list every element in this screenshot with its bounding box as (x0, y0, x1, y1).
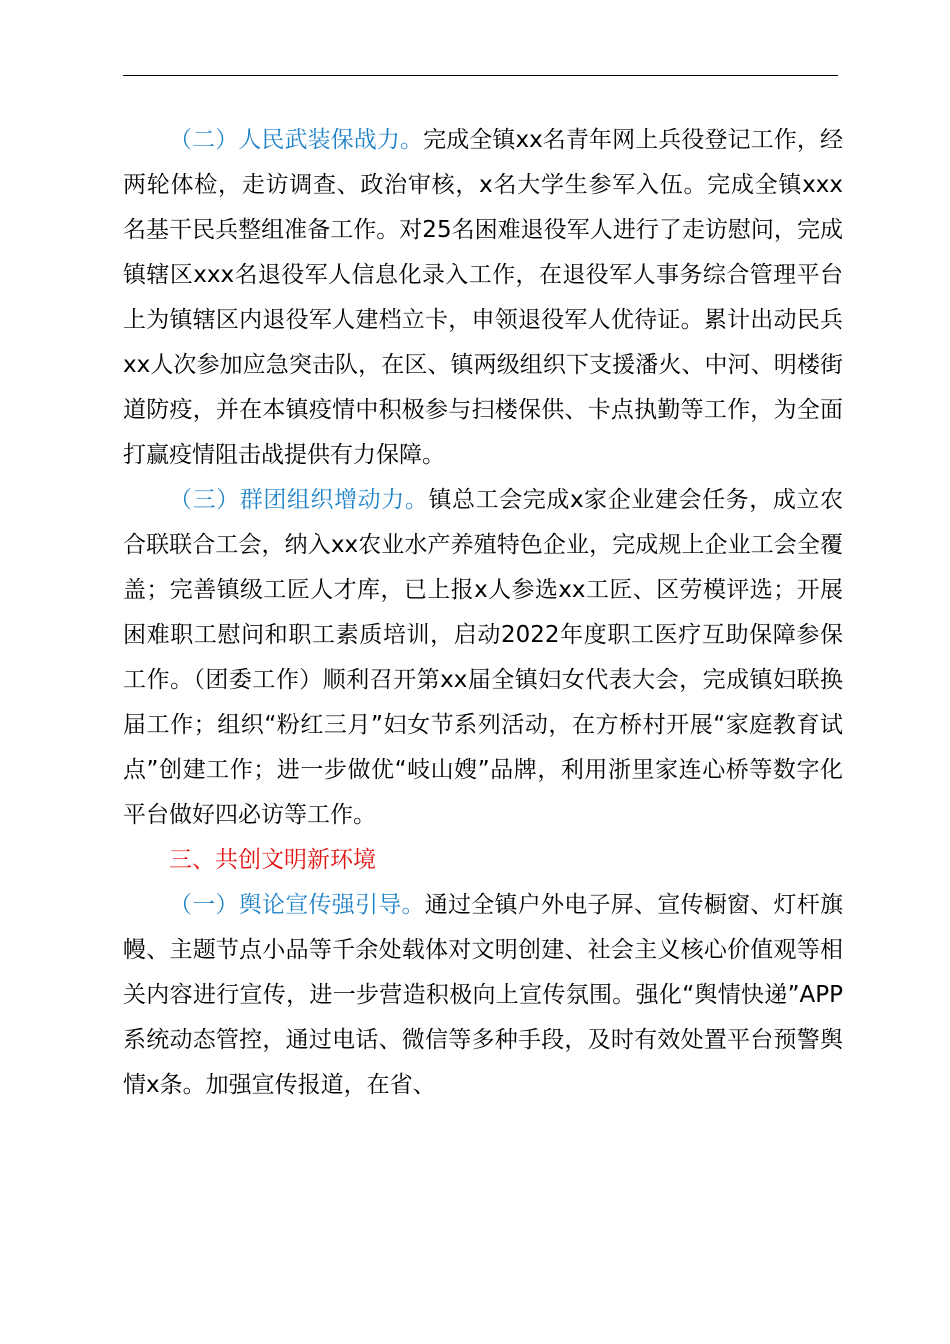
document-body (123, 118, 843, 1108)
header-rule (123, 75, 838, 76)
section-heading-civilization: 三、共创文明新环境 (169, 847, 376, 873)
paragraph-mass-organizations-text: 镇总工会完成x家企业建会任务，成立农合联联合工会，纳入xx农业水产养殖特色企业，完成规上企业工会全覆盖；完善镇级工匠人才库，已上报x人参选xx工匠、区劳模评选；开展困难职工慰问和职工素质培训，启动2022年度职工医疗互助保障参保工作。（团委工作）顺利召开第xx届全镇妇女代表大会，完成镇妇联换届工作；组织“粉红三月”妇女节系列活动，在方桥村开展“家庭教育试点”创建工作；进一步做优“岐山嫂”品牌，利用浙里家连心桥等数字化平台做好四必访等工作。 (123, 487, 843, 828)
paragraph-publicity (123, 883, 843, 1108)
paragraph-publicity-text: 通过全镇户外电子屏、宣传橱窗、灯杆旗幔、主题节点小品等千余处载体对文明创建、社会主义核心价值观等相关内容进行宣传，进一步营造积极向上宣传氛围。强化“舆情快递”APP系统动态管控，通过电话、微信等多种手段，及时有效处置平台预警舆情x条。加强宣传报道，在省、 (123, 892, 843, 1098)
paragraph-militia-text: 完成全镇xx名青年网上兵役登记工作，经两轮体检，走访调查、政治审核，x名大学生参军入伍。完成全镇xxx名基干民兵整组准备工作。对25名困难退役军人进行了走访慰问，完成镇辖区xxx名退役军人信息化录入工作，在退役军人事务综合管理平台上为镇辖区内退役军人建档立卡，申领退役军人优待证。累计出动民兵xx人次参加应急突击队，在区、镇两级组织下支援潘火、中河、明楼街道防疫，并在本镇疫情中积极参与扫楼保供、卡点执勤等工作，为全面打赢疫情阻击战提供有力保障。 (123, 127, 843, 468)
subheading-mass-organizations: （三）群团组织增动力。 (169, 487, 429, 513)
paragraph-militia (123, 118, 843, 478)
paragraph-mass-organizations (123, 478, 843, 838)
subheading-publicity: （一）舆论宣传强引导。 (169, 892, 425, 918)
subheading-militia: （二）人民武装保战力。 (169, 127, 424, 153)
